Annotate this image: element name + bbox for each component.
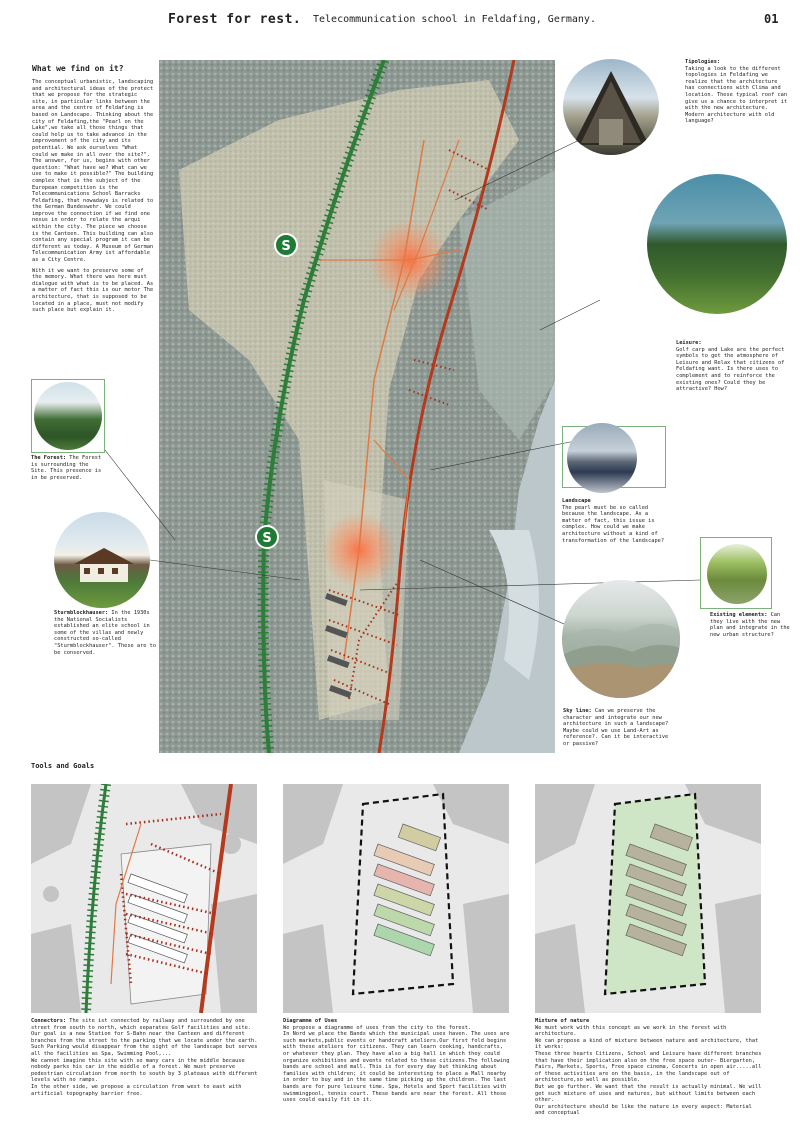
connectors-title: Connectors: <box>31 1018 67 1024</box>
leisure-photo <box>647 174 787 314</box>
connectors-text: The site ist connected by railway and surrounded by one street from south to north, which separates Golf facilities and site. <box>31 1018 252 1031</box>
diagram-text: In Nord we place the Bands which the municipal uses haven. The uses are such markets,public events or handcraft ateliers.Our first fold begins with these ateliers for citizens. They can learn cooking, handcrafts, or whatever they plan. They have also a big hall in which they could organize exhibitions and events related to these citizens.The following bands are school and mall. This is for every day but thinking about families with children; it could be interesting to place a Mall nearby in order to buy and in the same time picking up the children. The last bands are for pure leisure time. Spa, Hotels and Sport facilities with swimmingpool, tennis court. These bands are near the forest. All those uses could easily fit in it. <box>283 1031 510 1104</box>
page-number: 01 <box>764 12 779 26</box>
existing-caption <box>710 612 790 638</box>
landscape-photo <box>567 423 637 493</box>
mixture-title: Mixture of nature <box>535 1018 590 1024</box>
page-subtitle: Telecommunication school in Feldafing, Germany. <box>313 14 596 25</box>
mixture-caption <box>535 1018 763 1117</box>
tipologies-caption <box>685 59 790 125</box>
sturmblockhauser-caption <box>54 610 158 656</box>
forest-frame <box>31 379 105 453</box>
existing-frame <box>700 537 772 609</box>
intro-heading: What we find on it? <box>32 64 124 73</box>
sturmblockhauser-title: Sturmblockhauser: <box>54 610 109 616</box>
chalet-icon <box>54 512 150 608</box>
skyline-photo <box>562 580 680 698</box>
diagram-text: We propose a diagramme of uses from the city to the forest. <box>283 1024 472 1031</box>
tipologies-title: Tipologies: <box>685 59 721 65</box>
sturmblockhauser-text: In the 1930s the National Socialists established an elite school in some of the villas and newly constructed so-called "Sturmblockhauser". These are to be conserved. <box>54 610 157 656</box>
forest-caption <box>31 455 107 481</box>
tipologies-photo <box>563 59 659 155</box>
mixture-text: Our architecture should be like the nature in every aspect: Material and conceptual <box>535 1103 752 1117</box>
intro-paragraph: The conceptual urbanistic, landscaping and architectural ideas of the protect that we propose for the strategic site, in particular links between the area and the centre of Feldafing is based on Landscape. Thinking about the city of Feldafing,the "Pearl on the Lake",we take all those things that could help us to take advance in the improvement of the city and its potential. We ask ourselves "What could we make in all over the site?". The answer, for us, begins with other question: "What have we? What can we use to make it possible?" The building complex that is the subject of the European competition is the Telecommunications School Barracks Feldafing, that nowadays is related to the German Bundeswehr. We could improve the connection if we find one nexus in order to relate the arqui within the city. The piece we choose is the Canteen. This building can also contain any special program it can be different as today. A Museum of German Telecommunication Army ist affordable as a City Centre. <box>32 79 154 264</box>
landscape-caption <box>562 498 670 544</box>
tools-heading: Tools and Goals <box>31 762 95 770</box>
page-title: Forest for rest. <box>168 12 302 27</box>
connectors-text: Our goal is a new Station for S-Bahn near the Canteen and different branches from the street to the parking that we locate under the earth. Such Parking would disappear from the sight of the landscape but serves all the facilities as Spa, Swimming Pool,... <box>31 1031 258 1057</box>
mountains-icon <box>562 580 680 698</box>
existing-photo <box>707 544 767 604</box>
landscape-text: The pearl must be so called because the landscape. As a matter of fact, this issue is complex. How could we make architecture without a kind of transformation of the landscape? <box>562 504 665 544</box>
skyline-text: Can we preserve the character and integrate our new architecture in such a landscape? Maybe could we use Land-Art as reference?. Can it be interactive or passive? <box>563 708 669 747</box>
landscape-frame <box>562 426 666 488</box>
tipologies-text: Taking a look to the different topologies in Feldafing we realize that the architecture has connections with Clima and location. These typical roof can give us a chance to interpret it with the new architecture. Modern architecture with old language? <box>685 65 788 125</box>
forest-text: The Forest is surrounding the Site. This presence is in be preserved. <box>31 455 102 481</box>
sturmblockhauser-photo <box>54 512 150 608</box>
existing-text: Can they live with the new plan and integrate in the new urban structure? <box>710 612 790 638</box>
leisure-text: Golf carp and Lake are the perfect symbols to get the atmosphere of Leisure and Relax that citizens of Feldafing want. Is there uses to complement and to reinforce the existing ones? Could they be attractive? How? <box>676 346 785 393</box>
connectors-text: We cannot imagine this site with so many cars in the middle because nobody parks his car in the middle of a forest. We must preserve pedestrian circulation from north to south by 3 plateaus with different levels with no ramps. <box>31 1057 258 1084</box>
station-s-bahn-north-icon <box>275 234 297 256</box>
mixture-text: We must work with this concept as we work in the forest with architecture. <box>535 1024 727 1038</box>
connectors-caption <box>31 1018 259 1097</box>
diagram-uses-map <box>283 784 509 1013</box>
skyline-title: Sky line: <box>563 708 592 714</box>
station-label: S <box>262 531 272 546</box>
roof-house-icon <box>563 59 659 155</box>
forest-photo <box>34 382 102 450</box>
forest-title: The Forest: <box>31 455 67 461</box>
mixture-text: We can propose a kind of mixture between nature and architecture, that it works: <box>535 1037 759 1051</box>
skyline-caption <box>563 708 673 748</box>
header <box>0 0 800 40</box>
leisure-title: Leisure: <box>676 340 702 346</box>
mixture-nature-map <box>535 784 761 1013</box>
aerial-site-map <box>159 60 555 753</box>
existing-title: Existing elements: <box>710 612 768 618</box>
connectors-map <box>31 784 257 1013</box>
mixture-text: But we go further. We want that the result is actually minimal. We will get such mixture of uses and natures, but without limits between each other. <box>535 1083 762 1104</box>
station-label: S <box>281 239 291 254</box>
station-s-bahn-south-icon <box>256 526 278 548</box>
diagram-title: Diagramme of Uses <box>283 1018 338 1024</box>
intro-paragraph: With it we want to preserve some of the memory. What there was here must dialogue with what is to be placed. As a matter of fact this is our motor The architecture, that is supposed to be located in a place, must not modify such place but explain it. <box>32 267 154 314</box>
leisure-caption <box>676 340 788 393</box>
landscape-title: Landscape <box>562 498 591 504</box>
diagram-caption <box>283 1018 511 1104</box>
connectors-text: In the other side, we propose a circulation from west to east with artificial topography barrier free. <box>31 1083 242 1097</box>
mixture-text: These three hearts Citizens, School and Leisure have different branches that have their implication also on the free space outer- Biergarten, Fairs, Markets, Sports, Free space cinema, Concerts in open air.....all of these activities are on the basis, in the landscape out of architecture,so well as possible. <box>535 1050 762 1084</box>
intro-body <box>32 79 156 318</box>
